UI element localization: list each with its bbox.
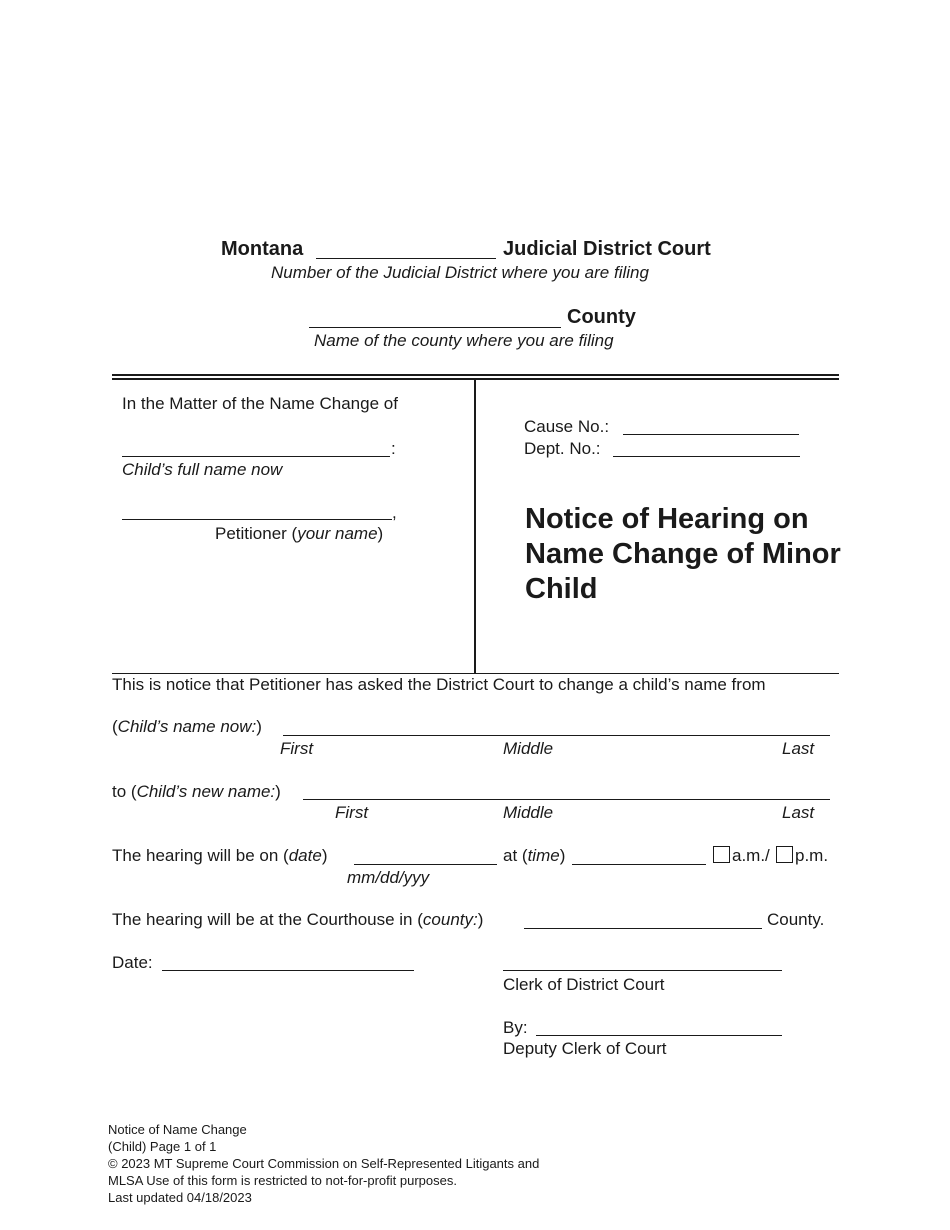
last-label: Last [782,803,815,822]
courthouse-county-field[interactable] [524,928,762,929]
am-label: a.m./ [732,846,770,865]
first-label: First [335,803,369,822]
footer-line-4: MLSA Use of this form is restricted to not-for-profit purposes. [108,1173,457,1188]
signature-date-field[interactable] [162,970,414,971]
dept-no-label: Dept. No.: [524,439,601,458]
child-name-now-field[interactable] [122,456,390,457]
petitioner-label: Petitioner (your name) [215,524,384,543]
document-title: Notice of Hearing on Name Change of Minor Child [525,503,841,605]
last-label: Last [782,739,815,758]
county-suffix: County. [767,910,825,929]
county-field[interactable] [309,327,561,328]
am-checkbox[interactable] [713,846,730,863]
court-label: Judicial District Court [503,238,711,260]
footer-line-1: Notice of Name Change [108,1122,247,1137]
first-label: First [280,739,314,758]
child-name-hint: Child’s full name now [122,460,283,479]
footer-line-2: (Child) Page 1 of 1 [108,1139,217,1154]
caption-top-rule [112,374,839,376]
petitioner-name-field[interactable] [122,519,392,520]
caption-bottom-rule [112,673,839,674]
current-name-label: (Child’s name now:) [112,717,262,736]
middle-label: Middle [503,739,554,758]
date-label: Date: [112,953,153,972]
by-label: By: [503,1018,528,1037]
hearing-time-field[interactable] [572,864,706,865]
hearing-date-label: The hearing will be on (date) [112,846,328,865]
deputy-signature-field[interactable] [536,1035,782,1036]
footer-line-5: Last updated 04/18/2023 [108,1190,252,1205]
clerk-label: Clerk of District Court [503,975,665,994]
date-format-hint: mm/dd/yyy [347,868,430,887]
cause-no-field[interactable] [623,434,799,435]
dept-no-field[interactable] [613,456,800,457]
current-name-field[interactable] [283,735,830,736]
pm-checkbox[interactable] [776,846,793,863]
middle-label: Middle [503,803,554,822]
footer-line-3: © 2023 MT Supreme Court Commission on Self-Represented Litigants and [108,1156,540,1171]
hearing-time-label: at (time) [503,846,566,865]
deputy-label: Deputy Clerk of Court [503,1039,667,1058]
pm-label: p.m. [795,846,829,865]
matter-label: In the Matter of the Name Change of [122,394,398,413]
new-name-label: to (Child’s new name:) [112,782,281,801]
cause-no-label: Cause No.: [524,417,610,436]
notice-text: This is notice that Petitioner has asked the District Court to change a child’s name from [112,675,766,694]
hearing-date-field[interactable] [354,864,497,865]
district-hint: Number of the Judicial District where you are filing [271,263,649,282]
clerk-signature-field[interactable] [503,970,782,971]
new-name-field[interactable] [303,799,830,800]
state-label: Montana [221,238,304,260]
comma: , [392,503,397,522]
district-number-field[interactable] [316,258,496,259]
courthouse-label: The hearing will be at the Courthouse in (county:) [112,910,484,929]
colon: : [391,439,396,458]
county-hint: Name of the county where you are filing [314,331,614,350]
caption-divider [474,378,476,674]
county-label: County [567,306,636,328]
